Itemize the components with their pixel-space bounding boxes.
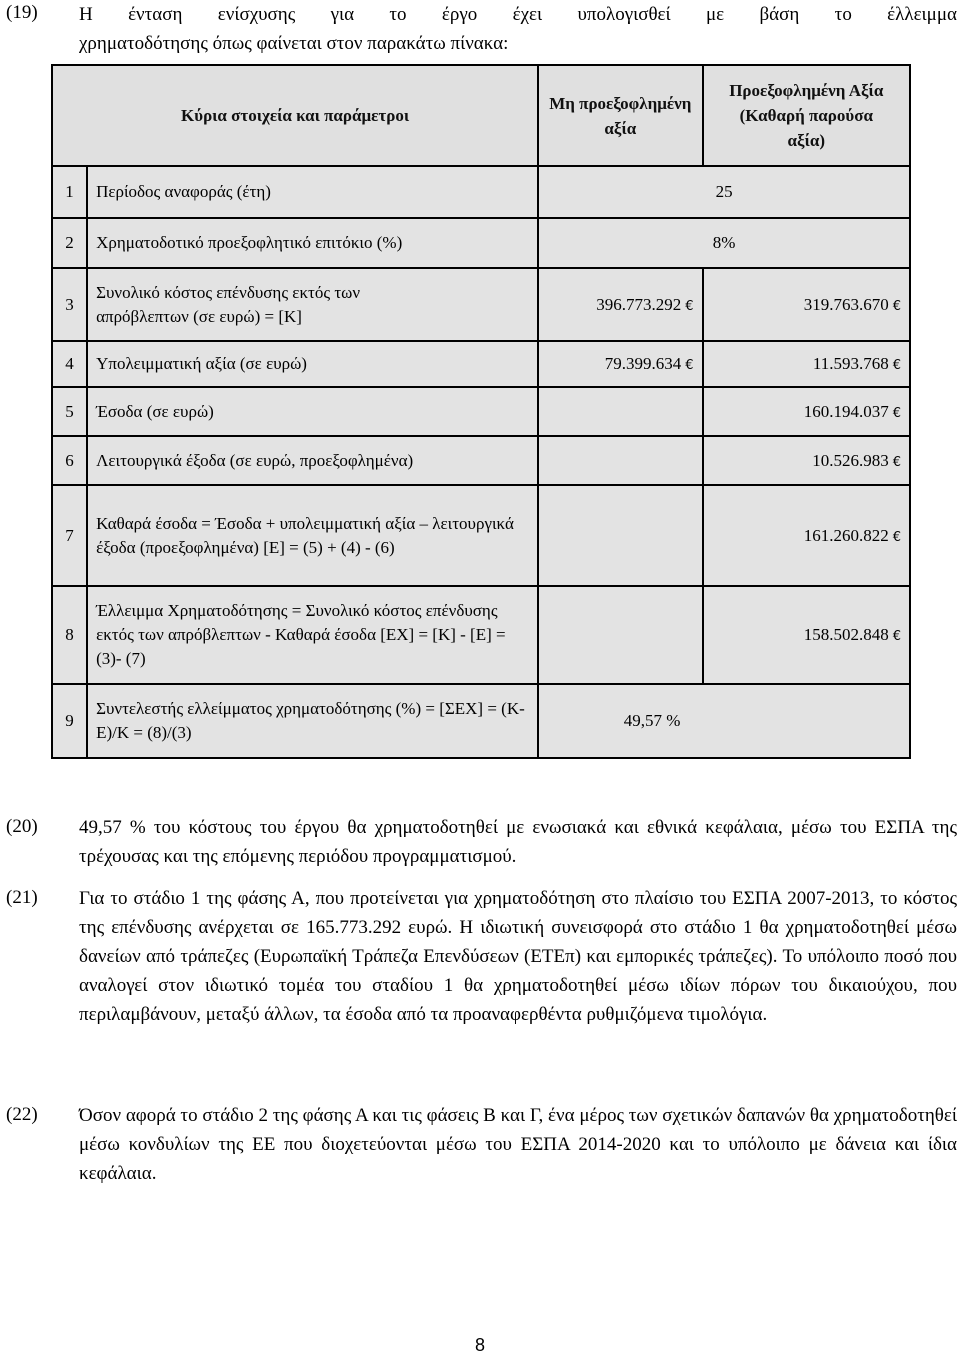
row-discounted-value: 161.260.822 € xyxy=(703,485,911,586)
row-merged-value: 25 xyxy=(538,166,910,218)
row-discounted-value: 158.502.848 € xyxy=(703,586,911,684)
row-number: 4 xyxy=(52,341,87,387)
row-undiscounted-value xyxy=(538,436,702,485)
euro-icon: € xyxy=(892,629,901,644)
row-merged-value: 49,57 % xyxy=(538,684,910,758)
table-row xyxy=(52,341,910,387)
table-row xyxy=(52,684,910,758)
paragraph-text: Για το στάδιο 1 της φάσης Α, που προτείνεται για χρηματοδότηση στο πλαίσιο του ΕΣΠΑ 2007-2013, το κόστος της επένδυσης ανέρχεται σε 165.773.292 ευρώ. Η ιδιωτική συνεισφορά στο στάδιο 1 θα χρηματοδοτηθεί μέσω δανείων από τράπεζες (Ευρωπαϊκή Τράπεζα Επενδύσεων (ΕΤΕπ) και εμπορικές τράπεζες). Το υπόλοιπο ποσό που αναλογεί στον ιδιωτικό τομέα του σταδίου 1 θα χρηματοδοτηθεί μέσω ιδίων πόρων του δικαιούχου, που περιλαμβάνουν, μεταξύ άλλων, τα έσοδα από τα προαναφερθέντα ρυθμιζόμενα τιμολόγια. xyxy=(79,888,957,1025)
row-undiscounted-value xyxy=(538,485,702,586)
row-undiscounted-value xyxy=(538,387,702,436)
header-discounted: Προεξοφλημένη Αξία (Καθαρή παρούσα αξία) xyxy=(703,65,911,166)
page-number: 8 xyxy=(474,1335,485,1355)
table-row xyxy=(52,586,910,684)
paragraph-text: Όσον αφορά το στάδιο 2 της φάσης Α και τις φάσεις Β και Γ, ένα μέρος των σχετικών δαπανών θα χρηματοδοτηθεί μέσω κονδυλίων της ΕΕ που διοχετεύονται μέσω του ΕΣΠΑ 2014-2020 και το υπόλοιπο με δάνεια και ίδια κεφάλαια. xyxy=(79,1105,957,1184)
euro-icon: € xyxy=(892,454,901,470)
row-discounted-value: 10.526.983 € xyxy=(703,436,911,485)
table-row xyxy=(52,485,910,586)
paragraph-line: χρηματοδότησης όπως φαίνεται στον παρακάτω πίνακα: xyxy=(79,33,509,54)
row-number: 8 xyxy=(52,586,87,684)
row-discounted-value: 160.194.037 € xyxy=(703,387,911,436)
euro-icon: € xyxy=(892,358,901,373)
funding-gap-table xyxy=(51,64,911,759)
row-number: 6 xyxy=(52,436,87,485)
euro-icon: € xyxy=(892,298,901,314)
header-undiscounted: Μη προεξοφλημένη αξία xyxy=(538,65,702,166)
row-label: Συνολικό κόστος επένδυσης εκτός των απρόβλεπτων (σε ευρώ) = [Κ] xyxy=(87,268,538,341)
table-header-row xyxy=(52,65,910,166)
paragraph-number: (21) xyxy=(6,887,38,908)
row-label: Έσοδα (σε ευρώ) xyxy=(87,387,538,436)
header-parameters: Κύρια στοιχεία και παράμετροι xyxy=(52,65,538,166)
euro-icon: € xyxy=(892,405,901,421)
table-row xyxy=(52,268,910,341)
row-merged-value: 8% xyxy=(538,218,910,268)
paragraph-line: Η ένταση ενίσχυσης για το έργο έχει υπολογισθεί με βάση το έλλειμμα xyxy=(79,4,957,25)
row-label: Καθαρά έσοδα = Έσοδα + υπολειμματική αξία – λειτουργικά έξοδα (προεξοφλημένα) [Ε] = (5) + (4) - (6) xyxy=(87,485,538,586)
row-label: Περίοδος αναφοράς (έτη) xyxy=(87,166,538,218)
row-number: 9 xyxy=(52,684,87,758)
row-label: Χρηματοδοτικό προεξοφλητικό επιτόκιο (%) xyxy=(87,218,538,268)
row-number: 5 xyxy=(52,387,87,436)
row-label: Λειτουργικά έξοδα (σε ευρώ, προεξοφλημένα) xyxy=(87,436,538,485)
euro-icon: € xyxy=(685,298,694,314)
paragraph-number: (20) xyxy=(6,816,38,837)
row-label: Έλλειμμα Χρηματοδότησης = Συνολικό κόστος επένδυσης εκτός των απρόβλεπτων - Καθαρά έσοδα [ΕΧ] = [Κ] - [Ε] = (3)- (7) xyxy=(87,586,538,684)
row-discounted-value: 11.593.768 € xyxy=(703,341,911,387)
row-label: Υπολειμματική αξία (σε ευρώ) xyxy=(87,341,538,387)
euro-icon: € xyxy=(685,358,694,373)
table-row xyxy=(52,387,910,436)
paragraph-number: (22) xyxy=(6,1104,38,1125)
row-number: 1 xyxy=(52,166,87,218)
row-label: Συντελεστής ελλείμματος χρηματοδότησης (%) = [ΣΕΧ] = (Κ-Ε)/Κ = (8)/(3) xyxy=(87,684,538,758)
row-number: 3 xyxy=(52,268,87,341)
row-undiscounted-value xyxy=(538,586,702,684)
row-undiscounted-value: 396.773.292 € xyxy=(538,268,702,341)
paragraph-text: 49,57 % του κόστους του έργου θα χρηματοδοτηθεί με ενωσιακά και εθνικά κεφάλαια, μέσω του ΕΣΠΑ της τρέχουσας και της επόμενης περιόδου προγραμματισμού. xyxy=(79,817,957,867)
row-undiscounted-value: 79.399.634 € xyxy=(538,341,702,387)
row-discounted-value: 319.763.670 € xyxy=(703,268,911,341)
row-number: 7 xyxy=(52,485,87,586)
euro-icon: € xyxy=(892,529,901,545)
table-row xyxy=(52,166,910,218)
table-row xyxy=(52,436,910,485)
row-number: 2 xyxy=(52,218,87,268)
paragraph-number: (19) xyxy=(6,2,38,23)
table-row xyxy=(52,218,910,268)
paragraph-text xyxy=(79,0,957,58)
